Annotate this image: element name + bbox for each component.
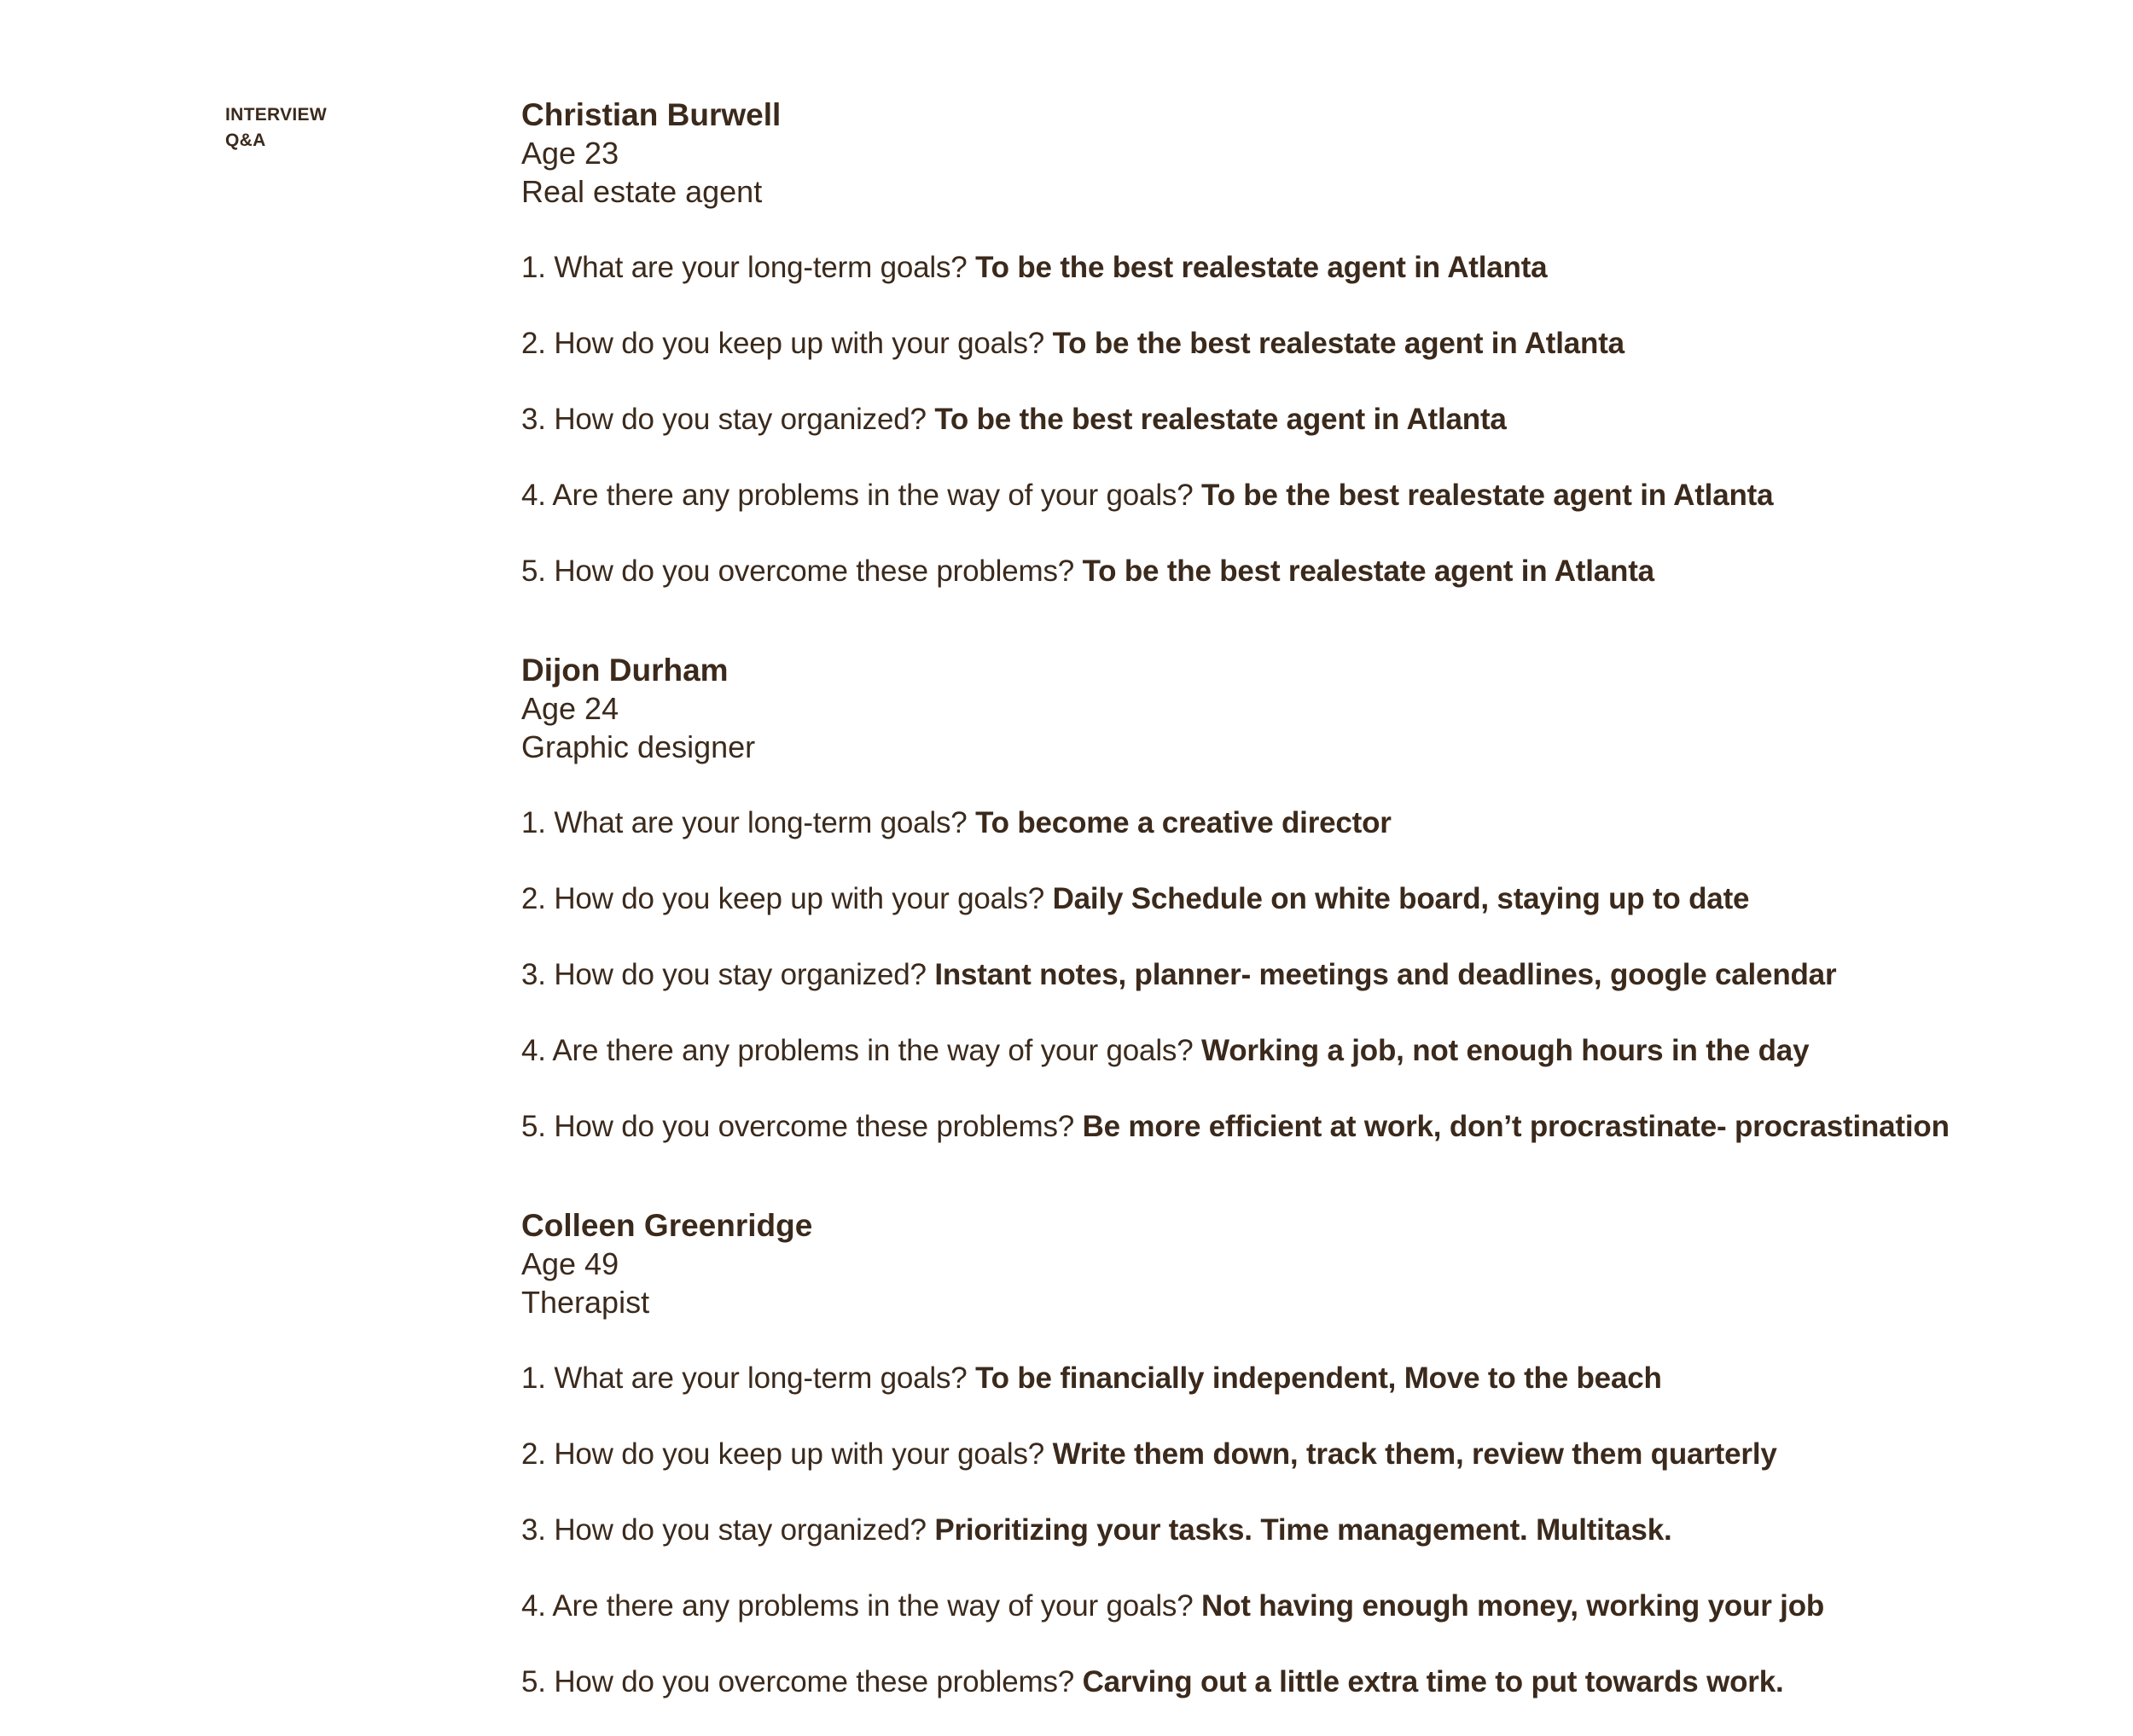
- answer: Be more efficient at work, don’t procrastinate- procrastination: [1082, 1110, 1950, 1143]
- qa-item: [521, 1107, 2125, 1146]
- qa-item: [521, 400, 2125, 438]
- qa-item: [521, 1359, 2125, 1397]
- qa-item: [521, 1511, 2125, 1549]
- qa-list: [521, 1359, 2125, 1701]
- interviewee-occupation: Therapist: [521, 1285, 650, 1320]
- answer: Daily Schedule on white board, staying up to date: [1052, 882, 1750, 915]
- section-label-line1: INTERVIEW: [225, 105, 327, 125]
- question: 5. How do you overcome these problems?: [521, 1110, 1075, 1143]
- qa-item: [521, 476, 2125, 514]
- qa-item: [521, 1587, 2125, 1625]
- qa-list: [521, 804, 2125, 1146]
- answer: To be the best realestate agent in Atlanta: [1052, 327, 1624, 360]
- question: 4. Are there any problems in the way of your goals?: [521, 1589, 1194, 1623]
- question: 5. How do you overcome these problems?: [521, 554, 1075, 588]
- interviewee-name: Colleen Greenridge: [521, 1208, 813, 1243]
- question: 3. How do you stay organized?: [521, 1513, 927, 1547]
- answer: Instant notes, planner- meetings and deadlines, google calendar: [934, 958, 1837, 991]
- interviewee-age: Age 24: [521, 691, 619, 726]
- question: 1. What are your long-term goals?: [521, 1362, 968, 1395]
- answer: To be financially independent, Move to the beach: [975, 1362, 1662, 1395]
- question: 4. Are there any problems in the way of your goals?: [521, 479, 1194, 512]
- question: 1. What are your long-term goals?: [521, 806, 968, 839]
- answer: Carving out a little extra time to put towards work.: [1082, 1665, 1784, 1698]
- qa-item: [521, 248, 2125, 287]
- qa-item: [521, 1031, 2125, 1070]
- interviewee-name: Christian Burwell: [521, 97, 782, 132]
- interviewee-age: Age 23: [521, 136, 619, 171]
- answer: To be the best realestate agent in Atlanta: [1201, 479, 1774, 512]
- answer: To be the best realestate agent in Atlanta: [975, 251, 1548, 284]
- section-label-line2: Q&A: [225, 131, 266, 150]
- qa-item: [521, 1663, 2125, 1701]
- question: 2. How do you keep up with your goals?: [521, 327, 1045, 360]
- question: 5. How do you overcome these problems?: [521, 1665, 1075, 1698]
- qa-item: [521, 804, 2125, 842]
- question: 2. How do you keep up with your goals?: [521, 882, 1045, 915]
- question: 1. What are your long-term goals?: [521, 251, 968, 284]
- interview-list: [521, 96, 2125, 1701]
- interview-christian-burwell: [521, 96, 2125, 590]
- interviewee-name: Dijon Durham: [521, 653, 729, 688]
- qa-item: [521, 955, 2125, 994]
- answer: To be the best realestate agent in Atlanta: [934, 403, 1507, 436]
- answer: Working a job, not enough hours in the day: [1201, 1034, 1810, 1067]
- question: 2. How do you keep up with your goals?: [521, 1437, 1045, 1471]
- section-label: [225, 102, 327, 154]
- qa-item: [521, 1435, 2125, 1473]
- answer: To be the best realestate agent in Atlanta: [1082, 554, 1654, 588]
- answer: Not having enough money, working your job: [1201, 1589, 1825, 1623]
- qa-item: [521, 324, 2125, 363]
- answer: Prioritizing your tasks. Time management. Multitask.: [934, 1513, 1672, 1547]
- qa-list: [521, 248, 2125, 590]
- answer: Write them down, track them, review them quarterly: [1052, 1437, 1777, 1471]
- question: 4. Are there any problems in the way of your goals?: [521, 1034, 1194, 1067]
- question: 3. How do you stay organized?: [521, 403, 927, 436]
- question: 3. How do you stay organized?: [521, 958, 927, 991]
- interview-colleen-greenridge: [521, 1206, 2125, 1701]
- answer: To become a creative director: [975, 806, 1392, 839]
- interviewee-occupation: Graphic designer: [521, 729, 756, 764]
- qa-item: [521, 880, 2125, 918]
- interviewee-occupation: Real estate agent: [521, 174, 763, 209]
- qa-item: [521, 552, 2125, 590]
- interview-dijon-durham: [521, 651, 2125, 1146]
- interviewee-age: Age 49: [521, 1246, 619, 1281]
